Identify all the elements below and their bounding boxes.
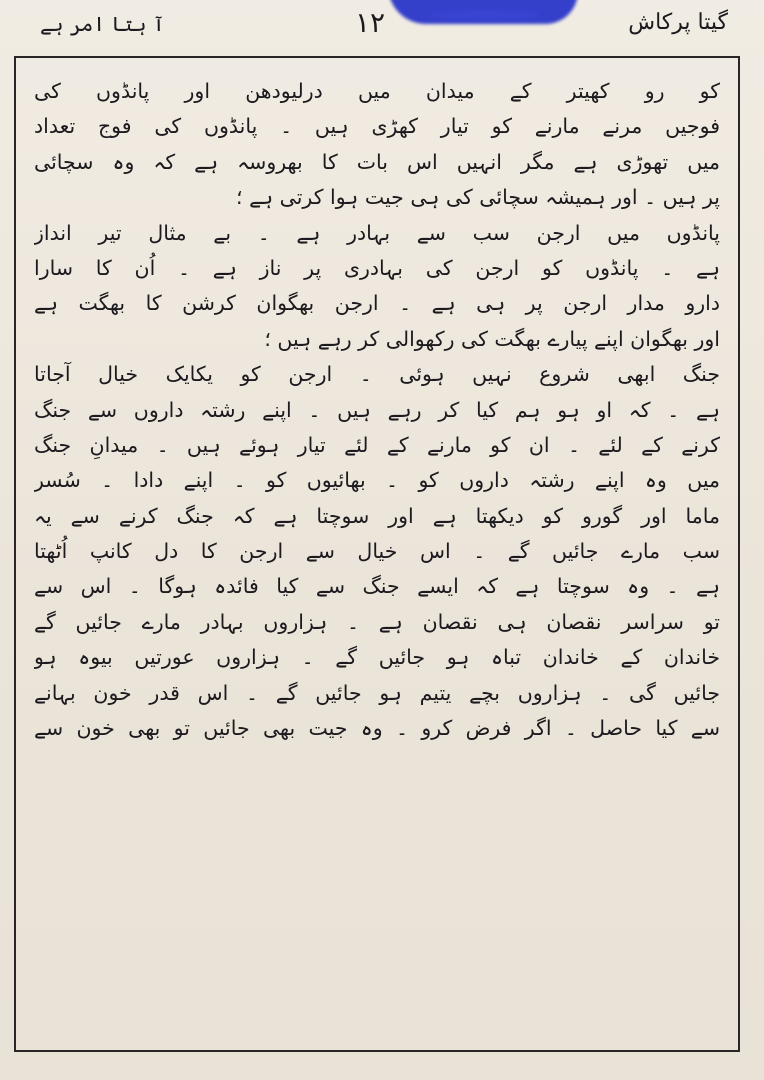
running-header-text: آ ہتا امر ہے [40, 12, 165, 36]
page-body-text [34, 74, 720, 1034]
text-line: جنگ ابھی شروع نہیں ہوئی ۔ ارجن کو یکایک خیال آجاتا [34, 362, 720, 387]
text-line: خاندان کے خاندان تباہ ہو جائیں گے ۔ ہزاروں عورتیں بیوہ ہو [34, 645, 720, 670]
page-header [0, 0, 764, 58]
text-line: فوجیں مرنے مارنے کو تیار کھڑی ہیں ۔ پانڈوں کی فوج تعداد [34, 114, 720, 139]
text-line: سے کیا حاصل ۔ اگر فرض کرو ۔ وہ جیت بھی جائیں تو بھی خون سے [34, 716, 720, 741]
text-line: سب مارے جائیں گے ۔ اس خیال سے ارجن کا دل کانپ اُٹھتا [34, 539, 720, 564]
page-number: ١٢ [355, 6, 386, 39]
text-line: میں تھوڑی ہے مگر انہیں اس بات کا بھروسہ ہے کہ وہ سچائی [34, 149, 720, 174]
text-line: ہے ۔ پانڈوں کو ارجن کی بہادری پر ناز ہے ۔ اُن کا سارا [34, 255, 720, 280]
text-line: ہے ۔ وہ سوچتا ہے کہ ایسے جنگ سے کیا فائدہ ہوگا ۔ اس سے [34, 574, 720, 599]
book-title: گیتا پرکاش [628, 10, 728, 35]
text-line: جائیں گی ۔ ہزاروں بچے یتیم ہو جائیں گے ۔ اس قدر خون بہانے [34, 680, 720, 705]
text-line: دارو مدار ارجن پر ہی ہے ۔ ارجن بھگوان کرشن کا بھگت ہے [34, 291, 720, 316]
text-line: ماما اور گورو کو دیکھتا ہے اور سوچتا ہے کہ جنگ کرنے سے یہ [34, 503, 720, 528]
text-line: تو سراسر نقصان ہی نقصان ہے ۔ ہزاروں بہادر مارے جائیں گے [34, 609, 720, 634]
text-line: پر ہیں ۔ اور ہمیشہ سچائی کی ہی جیت ہوا کرتی ہے ؛ [236, 185, 720, 210]
text-line: کو رو کھیتر کے میدان میں درلیودھن اور پانڈوں کی [34, 79, 720, 103]
text-line: میں وہ اپنے رشتہ داروں کو ۔ بھائیوں کو ۔ اپنے دادا ۔ سُسر [34, 468, 720, 493]
text-line: اور بھگوان اپنے پیارے بھگت کی رکھوالی کر رہے ہیں ؛ [264, 326, 720, 351]
text-line: کرنے کے لئے ۔ ان کو مارنے کے لئے تیار ہوئے ہیں ۔ میدانِ جنگ [34, 432, 720, 457]
text-line: پانڈوں میں ارجن سب سے بہادر ہے ۔ بے مثال تیر انداز [34, 220, 720, 245]
text-line: ہے ۔ کہ او ہو ہم کیا کر رہے ہیں ۔ اپنے رشتہ داروں سے جنگ [34, 397, 720, 422]
